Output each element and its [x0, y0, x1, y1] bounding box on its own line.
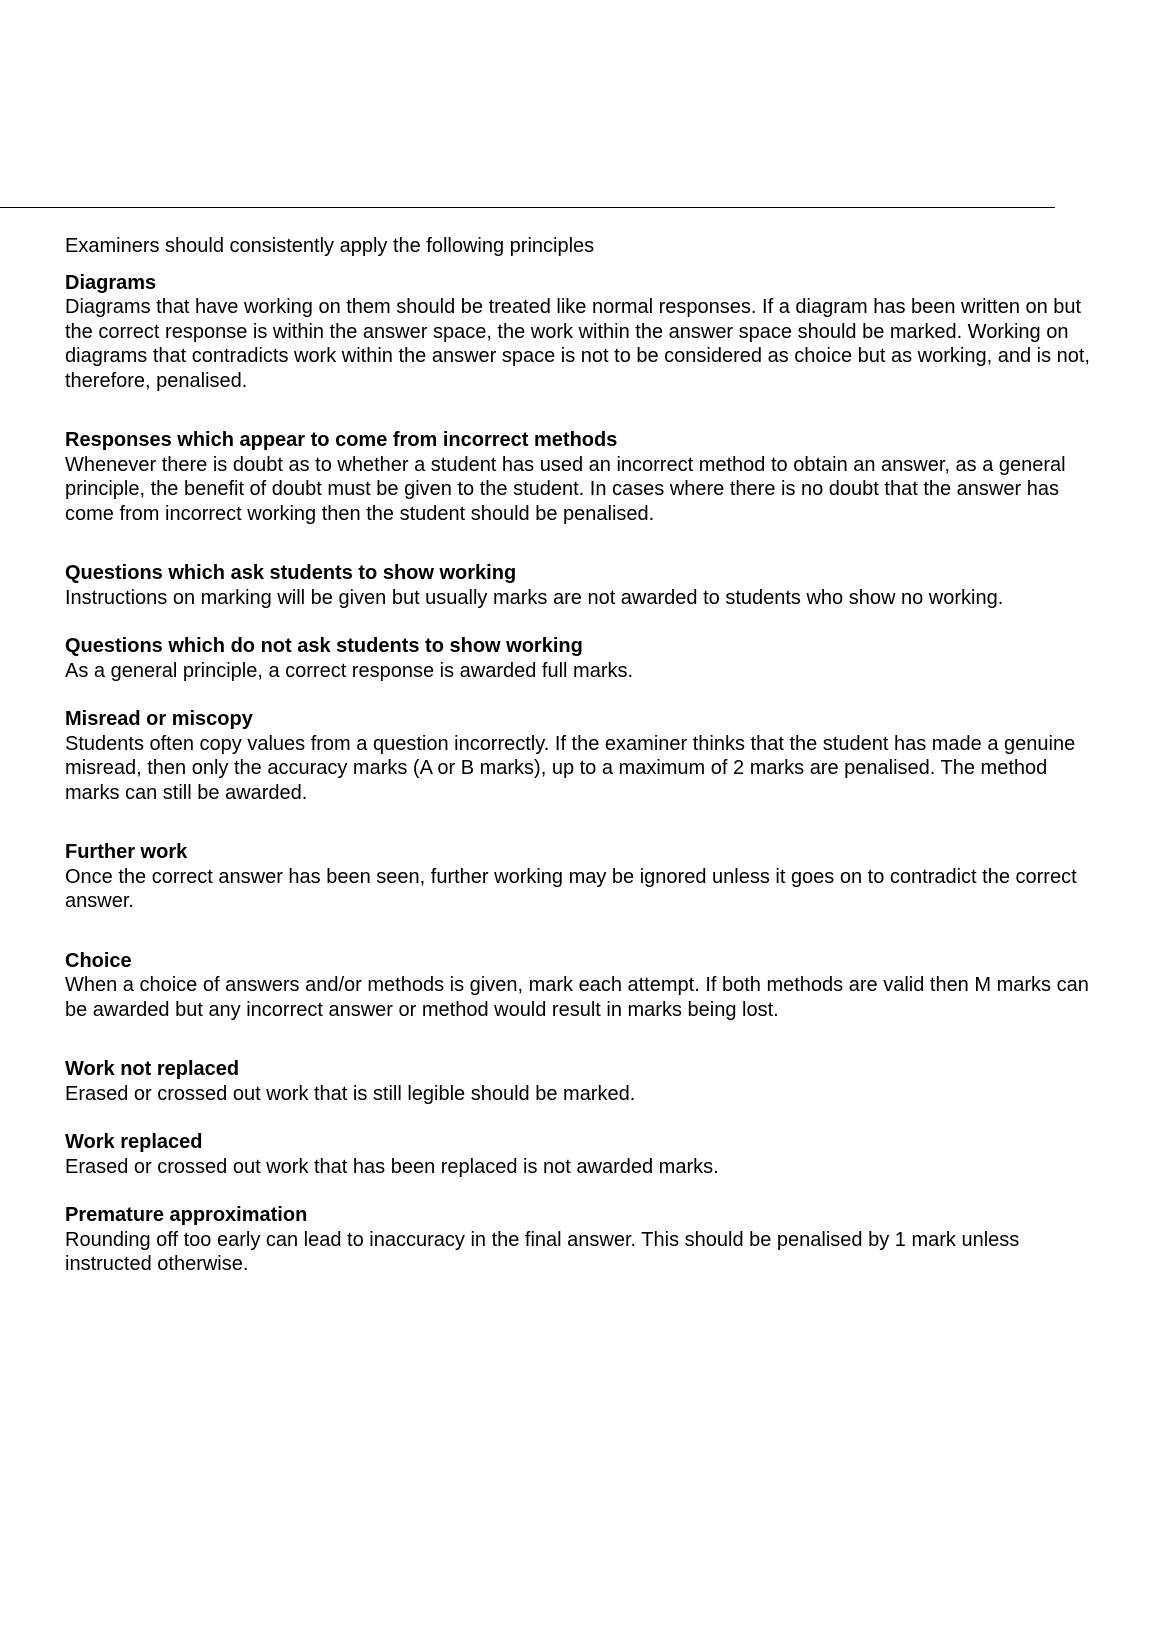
- section-body: Students often copy values from a question incorrectly. If the examiner thinks that the student has made a genuine misread, then only the accuracy marks (A or B marks), up to a maximum of 2 marks are penalised. The method marks can still be awarded.: [65, 732, 1076, 804]
- section-body: As a general principle, a correct response is awarded full marks.: [65, 659, 634, 682]
- section: [65, 949, 1105, 1023]
- content: [65, 234, 1105, 1312]
- section-title: Premature approximation: [65, 1204, 308, 1226]
- section: [65, 707, 1105, 805]
- section-title: Questions which do not ask students to show working: [65, 635, 583, 657]
- section: [65, 840, 1105, 914]
- section-title: Questions which ask students to show working: [65, 562, 517, 584]
- section: [65, 634, 1105, 683]
- section-body: Diagrams that have working on them should be treated like normal responses. If a diagram has been written on but the correct response is within the answer space, the work within the answer space should be marked. Working on diagrams that contradicts work within the answer space is not to be considered as choice but as working, and is not, therefore, penalised.: [65, 296, 1090, 392]
- section-body: When a choice of answers and/or methods is given, mark each attempt. If both methods are valid then M marks can be awarded but any incorrect answer or method would result in marks being lost.: [65, 974, 1089, 1021]
- section-title: Misread or miscopy: [65, 708, 253, 730]
- section-body: Erased or crossed out work that is still legible should be marked.: [65, 1082, 636, 1105]
- section-title: Work not replaced: [65, 1058, 240, 1080]
- intro-text: Examiners should consistently apply the following principles: [65, 235, 595, 257]
- section-body: Once the correct answer has been seen, further working may be ignored unless it goes on to contradict the correct answer.: [65, 865, 1077, 912]
- section: [65, 428, 1105, 526]
- section-title: Diagrams: [65, 271, 157, 294]
- section-body: Whenever there is doubt as to whether a student has used an incorrect method to obtain an answer, as a general principle, the benefit of doubt must be given to the student. In cases where there is no doubt that the answer has come from incorrect working then the student should be penalised.: [65, 453, 1066, 525]
- section-body: Erased or crossed out work that has been replaced is not awarded marks.: [65, 1155, 719, 1178]
- section: [65, 1203, 1105, 1277]
- section: [65, 561, 1105, 610]
- section: [65, 271, 1105, 394]
- section-body: Instructions on marking will be given but usually marks are not awarded to students who show no working.: [65, 586, 1004, 609]
- section: [65, 1057, 1105, 1106]
- section-title: Further work: [65, 841, 188, 863]
- section-title: Choice: [65, 949, 132, 972]
- section: [65, 1130, 1105, 1179]
- section-body: Rounding off too early can lead to inaccuracy in the final answer. This should be penalised by 1 mark unless instructed otherwise.: [65, 1228, 1020, 1275]
- header-rule: [0, 207, 1055, 208]
- section-title: Work replaced: [65, 1131, 203, 1153]
- section-title: Responses which appear to come from incorrect methods: [65, 429, 618, 451]
